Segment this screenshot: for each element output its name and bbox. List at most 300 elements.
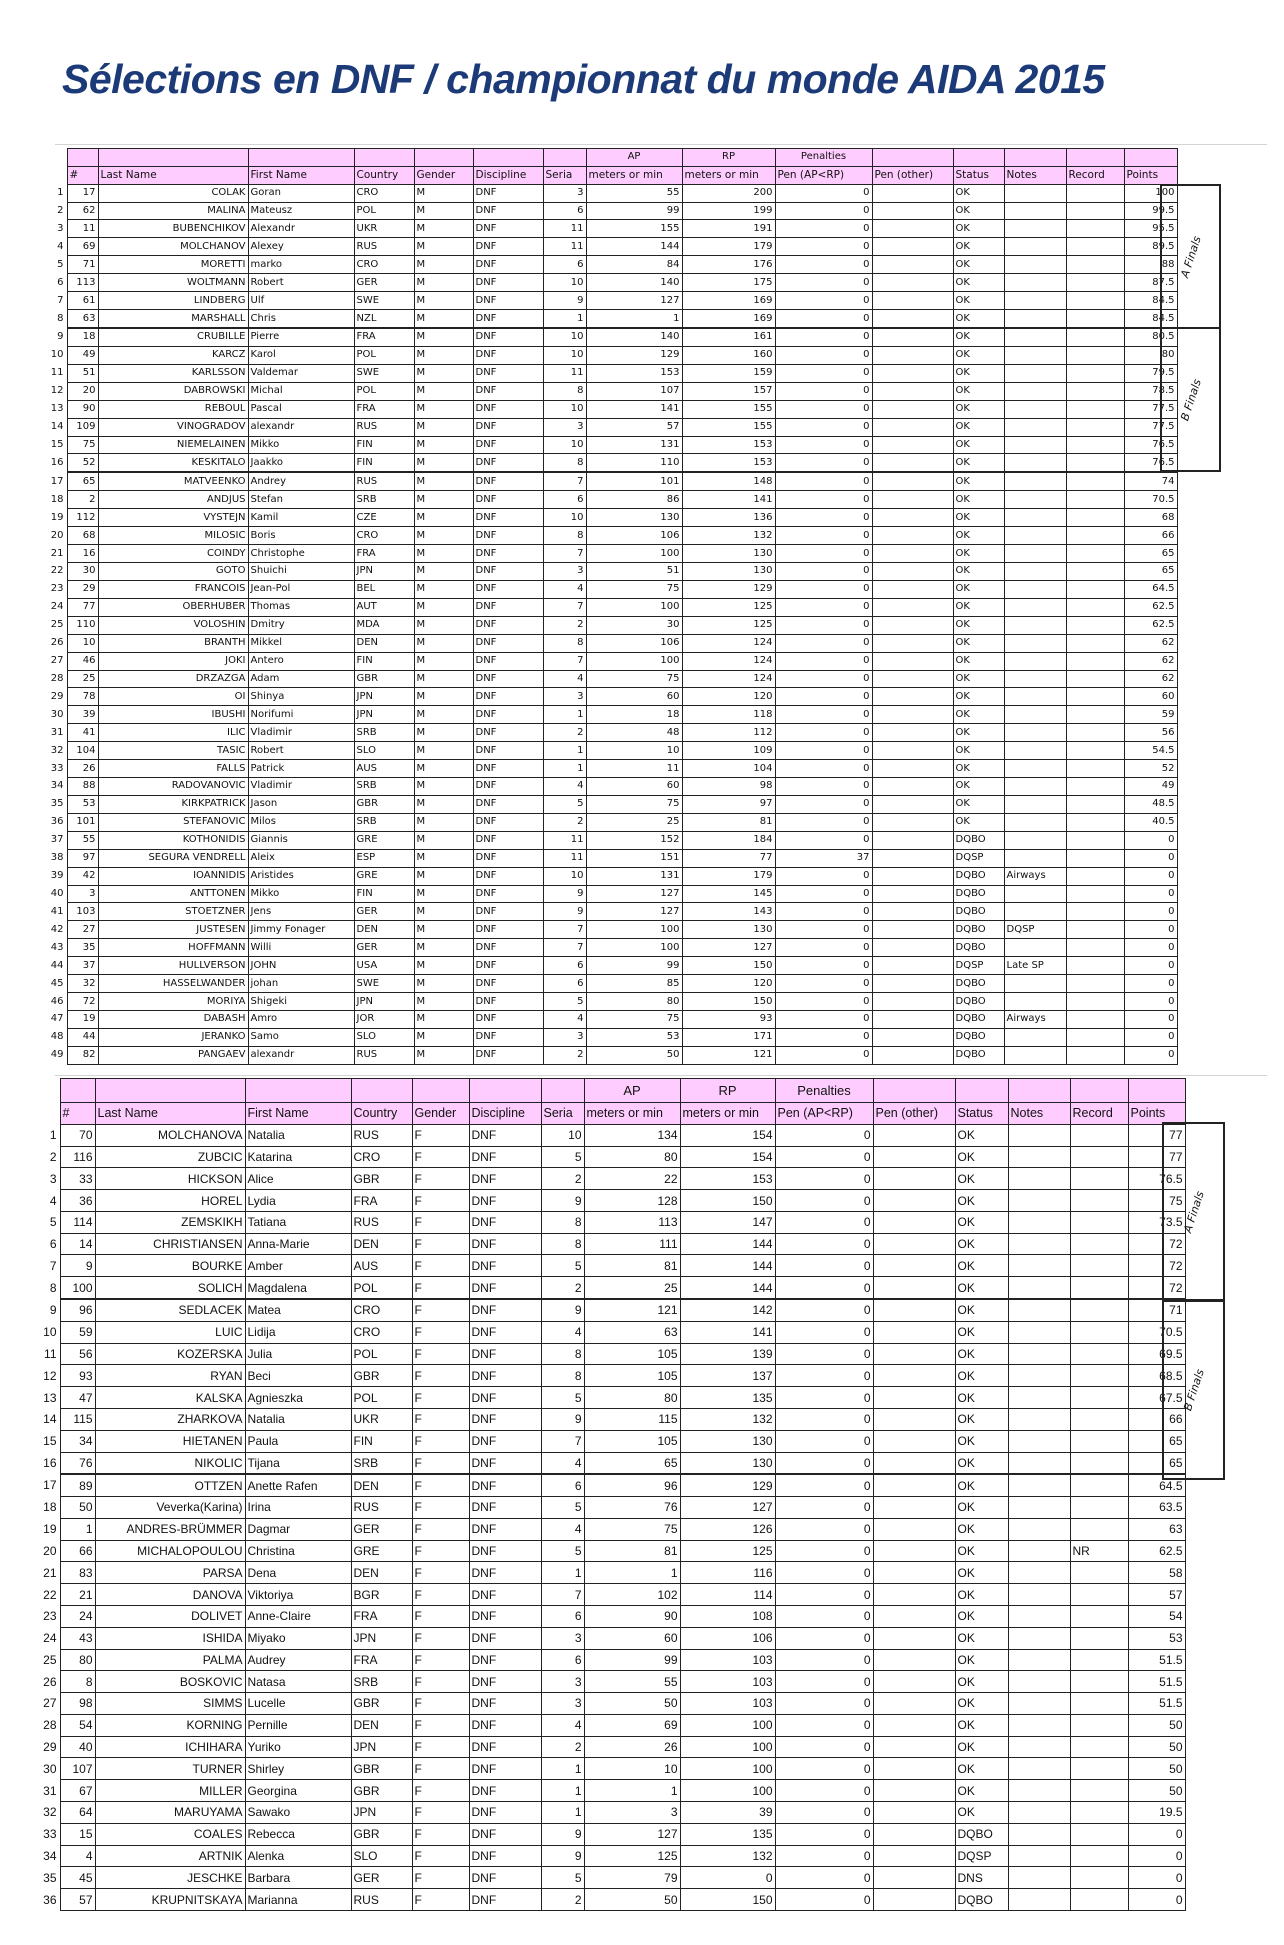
notes-cell: [1004, 831, 1066, 849]
rank-cell: 13: [35, 1387, 60, 1409]
header-top-cell: Penalties: [775, 149, 872, 167]
rank-cell: 34: [35, 1845, 60, 1867]
table-row: [40, 795, 1177, 813]
gender-cell: F: [412, 1255, 469, 1277]
bib-cell: 32: [67, 975, 98, 993]
header-top-cell: [245, 1079, 351, 1103]
notes-cell: [1008, 1802, 1070, 1824]
header-row: [35, 1103, 1185, 1125]
record-cell: [1070, 1605, 1128, 1627]
first-name-cell: Aleix: [248, 849, 354, 867]
pen-ap-rp-cell: 0: [775, 1168, 873, 1190]
status-cell: DQSP: [953, 957, 1004, 975]
rp-cell: 77: [682, 849, 775, 867]
notes-cell: [1004, 670, 1066, 688]
notes-cell: [1004, 328, 1066, 346]
bib-cell: 103: [67, 903, 98, 921]
pen-ap-rp-cell: 0: [775, 831, 872, 849]
seria-cell: 11: [543, 831, 586, 849]
rp-cell: 114: [680, 1584, 775, 1606]
ap-cell: 65: [584, 1452, 680, 1474]
gender-cell: M: [414, 795, 473, 813]
header-top-cell: [953, 149, 1004, 167]
record-cell: [1070, 1889, 1128, 1911]
last-name-cell: ANDRES-BRÜMMER: [95, 1518, 245, 1540]
points-cell: 40.5: [1124, 813, 1177, 831]
pen-other-cell: [872, 867, 953, 885]
rank-cell: 33: [35, 1823, 60, 1845]
gender-cell: M: [414, 1011, 473, 1029]
rp-cell: 159: [682, 364, 775, 382]
bib-cell: 43: [60, 1627, 95, 1649]
gender-cell: M: [414, 742, 473, 760]
pen-ap-rp-cell: 0: [775, 1190, 873, 1212]
gender-cell: M: [414, 454, 473, 472]
table-row: [40, 1046, 1177, 1064]
pen-other-cell: [873, 1365, 955, 1387]
rp-cell: 97: [682, 795, 775, 813]
table-row: [35, 1518, 1185, 1540]
rp-cell: 147: [680, 1211, 775, 1233]
status-cell: DQBO: [953, 867, 1004, 885]
a-finals-label: A Finals: [1177, 234, 1204, 279]
ap-cell: 1: [584, 1562, 680, 1584]
pen-other-cell: [873, 1780, 955, 1802]
rank-cell: 46: [40, 993, 67, 1011]
last-name-cell: DRZAZGA: [98, 670, 248, 688]
record-cell: [1070, 1584, 1128, 1606]
record-cell: [1066, 634, 1124, 652]
country-cell: GER: [354, 903, 414, 921]
pen-ap-rp-cell: 0: [775, 885, 872, 903]
rank-cell: 13: [40, 400, 67, 418]
discipline-cell: DNF: [469, 1758, 541, 1780]
seria-cell: 1: [541, 1758, 584, 1780]
discipline-cell: DNF: [469, 1387, 541, 1409]
gender-cell: F: [412, 1584, 469, 1606]
points-cell: 51.5: [1128, 1693, 1185, 1715]
ap-cell: 86: [586, 491, 682, 509]
rank-cell: 12: [35, 1365, 60, 1387]
ap-cell: 102: [584, 1584, 680, 1606]
header-top-cell: [1070, 1079, 1128, 1103]
first-name-cell: Dena: [245, 1562, 351, 1584]
points-cell: 57: [1128, 1584, 1185, 1606]
gender-cell: F: [412, 1823, 469, 1845]
pen-other-cell: [872, 760, 953, 778]
notes-cell: [1004, 616, 1066, 634]
last-name-cell: TURNER: [95, 1758, 245, 1780]
rank-cell: 24: [40, 598, 67, 616]
gender-cell: F: [412, 1124, 469, 1146]
header-top-cell: [473, 149, 543, 167]
points-cell: 62: [1124, 652, 1177, 670]
rank-cell: 12: [40, 382, 67, 400]
table-row: [35, 1365, 1185, 1387]
seria-cell: 9: [541, 1845, 584, 1867]
column-header-points: Points: [1128, 1103, 1185, 1125]
notes-cell: [1008, 1889, 1070, 1911]
header-top-cell: [1124, 149, 1177, 167]
pen-other-cell: [872, 957, 953, 975]
status-cell: OK: [955, 1649, 1008, 1671]
ap-cell: 3: [584, 1802, 680, 1824]
status-cell: DQBO: [953, 903, 1004, 921]
bib-cell: 19: [67, 1011, 98, 1029]
gender-cell: M: [414, 778, 473, 796]
first-name-cell: Irina: [245, 1497, 351, 1519]
first-name-cell: Mikko: [248, 436, 354, 454]
status-cell: OK: [953, 256, 1004, 274]
points-cell: 87.5: [1124, 274, 1177, 292]
status-cell: DQBO: [953, 831, 1004, 849]
header-top-cell: [1008, 1079, 1070, 1103]
discipline-cell: DNF: [469, 1430, 541, 1452]
discipline-cell: DNF: [473, 795, 543, 813]
discipline-cell: DNF: [469, 1627, 541, 1649]
bib-cell: 44: [67, 1028, 98, 1046]
bib-cell: 67: [60, 1780, 95, 1802]
last-name-cell: KRUPNITSKAYA: [95, 1889, 245, 1911]
country-cell: RUS: [354, 418, 414, 436]
last-name-cell: HOREL: [95, 1190, 245, 1212]
status-cell: OK: [953, 795, 1004, 813]
a-finals-label: A Finals: [1180, 1189, 1207, 1234]
pen-other-cell: [872, 292, 953, 310]
table-row: [35, 1780, 1185, 1802]
first-name-cell: Georgina: [245, 1780, 351, 1802]
status-cell: OK: [953, 472, 1004, 490]
column-header-last-name: Last Name: [95, 1103, 245, 1125]
rank-cell: 39: [40, 867, 67, 885]
pen-other-cell: [872, 688, 953, 706]
status-cell: OK: [955, 1518, 1008, 1540]
rp-cell: 130: [682, 921, 775, 939]
last-name-cell: KOTHONIDIS: [98, 831, 248, 849]
pen-ap-rp-cell: 0: [775, 778, 872, 796]
notes-cell: [1008, 1758, 1070, 1780]
status-cell: DQBO: [955, 1823, 1008, 1845]
country-cell: SRB: [351, 1452, 412, 1474]
points-cell: 58: [1128, 1562, 1185, 1584]
rp-cell: 139: [680, 1343, 775, 1365]
status-cell: DNS: [955, 1867, 1008, 1889]
record-cell: [1070, 1321, 1128, 1343]
pen-ap-rp-cell: 0: [775, 1867, 873, 1889]
record-cell: [1066, 364, 1124, 382]
rank-cell: 1: [40, 184, 67, 202]
bib-cell: 100: [60, 1277, 95, 1299]
pen-other-cell: [873, 1255, 955, 1277]
gender-cell: M: [414, 509, 473, 527]
gender-cell: M: [414, 292, 473, 310]
notes-cell: [1004, 1028, 1066, 1046]
pen-other-cell: [872, 1011, 953, 1029]
notes-cell: [1008, 1277, 1070, 1299]
ap-cell: 63: [584, 1321, 680, 1343]
ap-cell: 105: [584, 1343, 680, 1365]
record-cell: [1066, 795, 1124, 813]
last-name-cell: REBOUL: [98, 400, 248, 418]
notes-cell: [1004, 202, 1066, 220]
ap-cell: 100: [586, 598, 682, 616]
rank-cell: 9: [40, 328, 67, 346]
bib-cell: 54: [60, 1714, 95, 1736]
points-cell: 62.5: [1128, 1540, 1185, 1562]
ap-cell: 110: [586, 454, 682, 472]
bib-cell: 56: [60, 1343, 95, 1365]
pen-other-cell: [873, 1845, 955, 1867]
status-cell: OK: [953, 527, 1004, 545]
discipline-cell: DNF: [473, 616, 543, 634]
notes-cell: [1004, 562, 1066, 580]
pen-other-cell: [872, 238, 953, 256]
status-cell: OK: [953, 454, 1004, 472]
pen-ap-rp-cell: 0: [775, 1693, 873, 1715]
pen-other-cell: [873, 1802, 955, 1824]
discipline-cell: DNF: [473, 562, 543, 580]
seria-cell: 3: [541, 1693, 584, 1715]
ap-cell: 131: [586, 867, 682, 885]
first-name-cell: Viktoriya: [245, 1584, 351, 1606]
rp-cell: 148: [682, 472, 775, 490]
country-cell: DEN: [351, 1714, 412, 1736]
seria-cell: 10: [543, 867, 586, 885]
column-header-notes: Notes: [1004, 166, 1066, 184]
pen-other-cell: [873, 1299, 955, 1321]
table-row: [35, 1474, 1185, 1496]
bib-cell: 93: [60, 1365, 95, 1387]
first-name-cell: Mikko: [248, 885, 354, 903]
rp-cell: 125: [682, 598, 775, 616]
ap-cell: 101: [586, 472, 682, 490]
record-cell: [1070, 1823, 1128, 1845]
column-header-notes: Notes: [1008, 1103, 1070, 1125]
last-name-cell: MORETTI: [98, 256, 248, 274]
record-cell: [1066, 238, 1124, 256]
seria-cell: 3: [543, 1028, 586, 1046]
notes-cell: [1004, 939, 1066, 957]
table-row: [40, 813, 1177, 831]
first-name-cell: alexandr: [248, 418, 354, 436]
last-name-cell: STEFANOVIC: [98, 813, 248, 831]
rank-cell: 5: [40, 256, 67, 274]
status-cell: OK: [953, 238, 1004, 256]
discipline-cell: DNF: [469, 1671, 541, 1693]
discipline-cell: DNF: [473, 1011, 543, 1029]
record-cell: [1070, 1408, 1128, 1430]
country-cell: JPN: [351, 1627, 412, 1649]
rank-cell: 23: [35, 1605, 60, 1627]
record-cell: [1066, 202, 1124, 220]
pen-other-cell: [873, 1474, 955, 1496]
ap-cell: 144: [586, 238, 682, 256]
rp-cell: 179: [682, 238, 775, 256]
points-cell: 68.5: [1128, 1365, 1185, 1387]
pen-other-cell: [872, 1028, 953, 1046]
pen-other-cell: [872, 993, 953, 1011]
last-name-cell: JUSTESEN: [98, 921, 248, 939]
points-cell: 76.5: [1124, 436, 1177, 454]
points-cell: 73.5: [1128, 1211, 1185, 1233]
first-name-cell: Jimmy Fonager: [248, 921, 354, 939]
ap-cell: 127: [586, 903, 682, 921]
table-row: [35, 1430, 1185, 1452]
first-name-cell: Milos: [248, 813, 354, 831]
bib-cell: 68: [67, 527, 98, 545]
column-header-bib: #: [67, 166, 98, 184]
pen-other-cell: [872, 813, 953, 831]
first-name-cell: johan: [248, 975, 354, 993]
last-name-cell: MALINA: [98, 202, 248, 220]
ap-cell: 26: [584, 1736, 680, 1758]
gender-cell: M: [414, 418, 473, 436]
pen-other-cell: [872, 202, 953, 220]
notes-cell: [1008, 1430, 1070, 1452]
header-top-cell: [412, 1079, 469, 1103]
header-spacer: [35, 1079, 60, 1103]
record-cell: [1066, 491, 1124, 509]
pen-other-cell: [872, 274, 953, 292]
pen-ap-rp-cell: 0: [775, 1671, 873, 1693]
country-cell: GBR: [354, 670, 414, 688]
points-cell: 48.5: [1124, 795, 1177, 813]
rp-cell: 135: [680, 1823, 775, 1845]
record-cell: [1066, 885, 1124, 903]
rank-cell: 11: [40, 364, 67, 382]
record-cell: [1070, 1845, 1128, 1867]
last-name-cell: SOLICH: [95, 1277, 245, 1299]
rp-cell: 144: [680, 1277, 775, 1299]
pen-other-cell: [872, 939, 953, 957]
rank-cell: 19: [40, 509, 67, 527]
notes-cell: [1004, 527, 1066, 545]
first-name-cell: Vladimir: [248, 724, 354, 742]
country-cell: GBR: [351, 1758, 412, 1780]
status-cell: OK: [955, 1321, 1008, 1343]
bib-cell: 52: [67, 454, 98, 472]
pen-ap-rp-cell: 0: [775, 1802, 873, 1824]
status-cell: OK: [955, 1671, 1008, 1693]
ap-cell: 100: [586, 652, 682, 670]
table-row: [40, 364, 1177, 382]
ap-cell: 127: [586, 885, 682, 903]
record-cell: [1066, 1011, 1124, 1029]
discipline-cell: DNF: [473, 742, 543, 760]
rank-cell: 10: [35, 1321, 60, 1343]
column-header-pen-other: Pen (other): [872, 166, 953, 184]
pen-ap-rp-cell: 0: [775, 1584, 873, 1606]
last-name-cell: BOURKE: [95, 1255, 245, 1277]
first-name-cell: Anette Rafen: [245, 1474, 351, 1496]
table-row: [40, 562, 1177, 580]
rank-cell: 4: [35, 1190, 60, 1212]
status-cell: OK: [955, 1452, 1008, 1474]
bib-cell: 82: [67, 1046, 98, 1064]
record-cell: [1070, 1627, 1128, 1649]
record-cell: [1066, 527, 1124, 545]
table-row: [40, 274, 1177, 292]
record-cell: [1070, 1365, 1128, 1387]
last-name-cell: KESKITALO: [98, 454, 248, 472]
record-cell: [1070, 1168, 1128, 1190]
rp-cell: 93: [682, 1011, 775, 1029]
pen-other-cell: [873, 1867, 955, 1889]
notes-cell: [1008, 1365, 1070, 1387]
last-name-cell: VOLOSHIN: [98, 616, 248, 634]
last-name-cell: ARTNIK: [95, 1845, 245, 1867]
pen-other-cell: [872, 849, 953, 867]
country-cell: JPN: [354, 993, 414, 1011]
last-name-cell: BUBENCHIKOV: [98, 220, 248, 238]
column-header-pen-other: Pen (other): [873, 1103, 955, 1125]
notes-cell: [1008, 1714, 1070, 1736]
seria-cell: 3: [543, 184, 586, 202]
pen-ap-rp-cell: 0: [775, 1277, 873, 1299]
discipline-cell: DNF: [469, 1124, 541, 1146]
discipline-cell: DNF: [469, 1343, 541, 1365]
rp-cell: 154: [680, 1146, 775, 1168]
first-name-cell: Vladimir: [248, 778, 354, 796]
seria-cell: 2: [541, 1168, 584, 1190]
pen-ap-rp-cell: 0: [775, 1430, 873, 1452]
notes-cell: [1008, 1408, 1070, 1430]
record-cell: [1066, 706, 1124, 724]
discipline-cell: DNF: [473, 292, 543, 310]
country-cell: FRA: [351, 1605, 412, 1627]
country-cell: AUS: [354, 760, 414, 778]
bib-cell: 55: [67, 831, 98, 849]
seria-cell: 5: [541, 1540, 584, 1562]
rp-cell: 153: [682, 454, 775, 472]
discipline-cell: DNF: [473, 256, 543, 274]
points-cell: 78.5: [1124, 382, 1177, 400]
header-top-cell: [1066, 149, 1124, 167]
points-cell: 0: [1124, 1011, 1177, 1029]
discipline-cell: DNF: [473, 760, 543, 778]
notes-cell: [1004, 724, 1066, 742]
notes-cell: [1008, 1321, 1070, 1343]
last-name-cell: DABASH: [98, 1011, 248, 1029]
pen-other-cell: [873, 1430, 955, 1452]
table-row: [35, 1387, 1185, 1409]
bib-cell: 66: [60, 1540, 95, 1562]
pen-other-cell: [872, 346, 953, 364]
rp-cell: 169: [682, 310, 775, 328]
pen-other-cell: [873, 1714, 955, 1736]
country-cell: SLO: [354, 1028, 414, 1046]
pen-other-cell: [872, 903, 953, 921]
notes-cell: [1004, 418, 1066, 436]
pen-other-cell: [873, 1124, 955, 1146]
seria-cell: 8: [541, 1233, 584, 1255]
pen-other-cell: [873, 1758, 955, 1780]
table-row: [35, 1343, 1185, 1365]
status-cell: OK: [953, 760, 1004, 778]
table-row: [35, 1299, 1185, 1321]
rp-cell: 157: [682, 382, 775, 400]
pen-ap-rp-cell: 0: [775, 921, 872, 939]
seria-cell: 6: [541, 1649, 584, 1671]
rank-cell: 36: [40, 813, 67, 831]
notes-cell: Airways: [1004, 867, 1066, 885]
first-name-cell: Sawako: [245, 1802, 351, 1824]
seria-cell: 9: [541, 1299, 584, 1321]
ap-cell: 131: [586, 436, 682, 454]
pen-other-cell: [873, 1343, 955, 1365]
table-row: [40, 1011, 1177, 1029]
pen-other-cell: [872, 831, 953, 849]
